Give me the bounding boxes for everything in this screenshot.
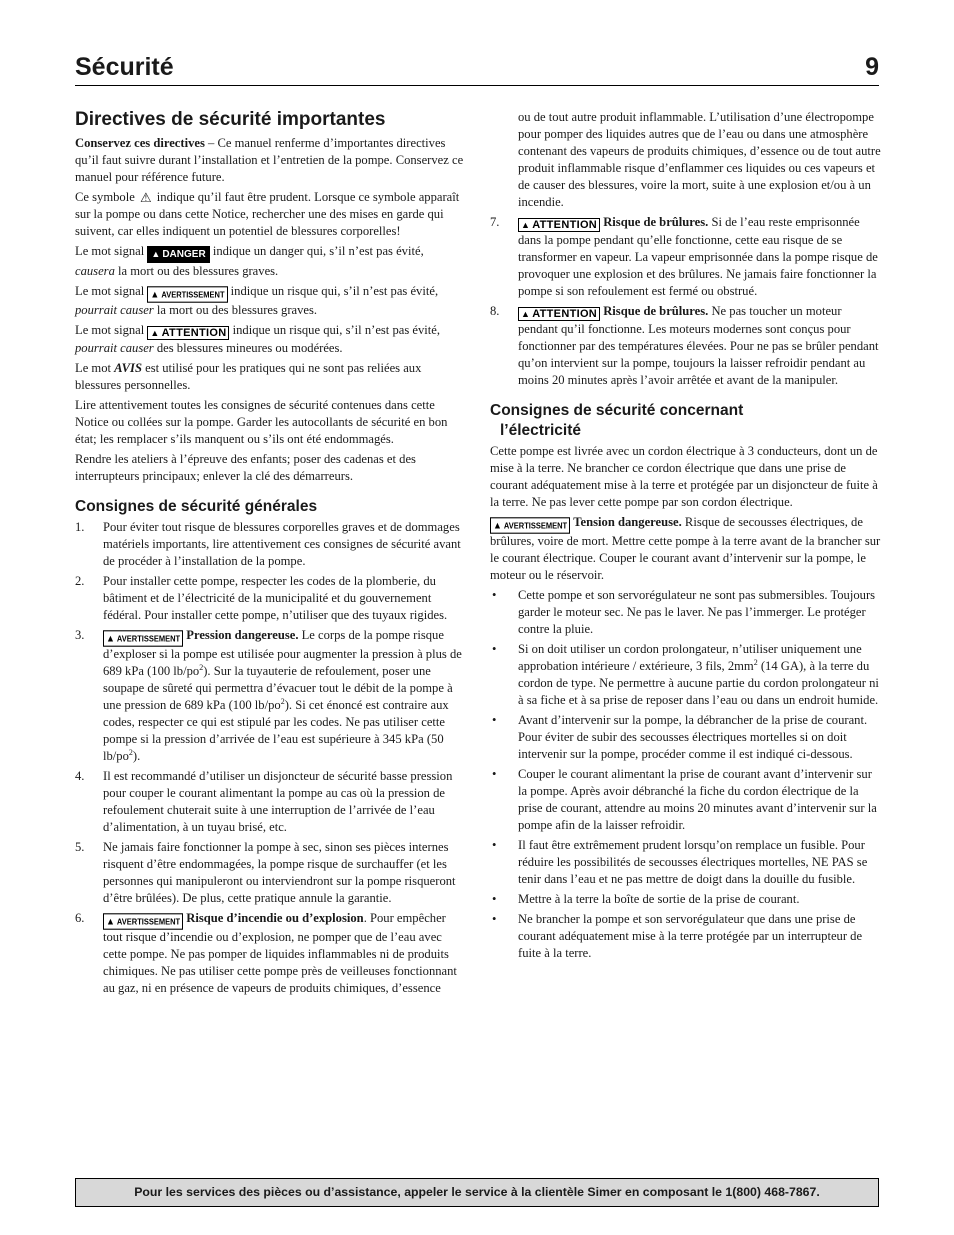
general-safety-list: [75, 519, 465, 997]
list-item-1: 1. Pour éviter tout risque de blessures corporelles graves et de dommages matériels importants, lire attentivement ces consignes de sécurité avant de procéder à l’installation de la pompe.: [75, 520, 461, 568]
bullet-item-3: • Avant d’intervenir sur la pompe, la débrancher de la prise de courant. Pour éviter de subir des secousses électriques mortelles si on doit intervenir sur la pompe, procéder comme il est indiqué ci-dessous.: [492, 713, 868, 761]
customer-service-footer: Pour les services des pièces ou d’assistance, appeler le service à la clientèle Simer en composant le 1(800) 468-7867.: [75, 1178, 879, 1207]
child-proof-paragraph: Rendre les ateliers à l’épreuve des enfants; poser des cadenas et des interrupteurs principaux; enlever la clé des démarreurs.: [75, 452, 416, 483]
section-heading-electrical: Consignes de sécurité concernant l’électricité: [490, 402, 744, 439]
bullet-item-4: • Couper le courant alimentant la prise de courant avant d’intervenir sur la pompe. Après avoir débranché la fiche du cordon électrique de la prise de courant, attendre au moins 20 minutes avant d’intervenir sur la pompe afin de la laisser refroidir.: [492, 767, 877, 832]
avis-paragraph: Le mot AVIS est utilisé pour les pratiques qui ne sont pas reliées aux blessures personnelles.: [75, 361, 422, 392]
attention-paragraph: Le mot signal ▲ ATTENTION indique un risque qui, s’il n’est pas évité, pourrait causer des blessures mineures ou modérées.: [75, 323, 441, 355]
avertissement-badge: ▲ AVERTISSEMENT: [103, 630, 183, 647]
read-paragraph: Lire attentivement toutes les consignes de sécurité contenues dans cette Notice ou collées sur la pompe. Garder les autocollants de sécurité en bon état; les remplacer s’ils manquent ou s’ils ont été endommagés.: [75, 398, 448, 446]
attention-badge: ▲ ATTENTION: [518, 307, 600, 321]
page-title: Sécurité: [75, 53, 174, 81]
general-safety-list-continued: [490, 109, 882, 389]
avertissement-badge: ▲ AVERTISSEMENT: [490, 517, 570, 534]
section-heading-general: Consignes de sécurité générales: [75, 498, 318, 515]
list-item-6: 6. ▲ AVERTISSEMENT Risque d’incendie ou d’explosion. Pour empêcher tout risque d’incendie ou d’explosion, ne pomper que de l’eau avec cette pompe. Ne pas pomper de liquides inflammables ni de produits chimiques. Ne pas utiliser cette pompe près de veilleuses fonctionnant au gaz, ni en présence de vapeurs de produits chimiques, d’essence: [75, 911, 457, 995]
danger-badge: ▲ DANGER: [147, 246, 209, 263]
list-item-3: 3. ▲ AVERTISSEMENT Pression dangereuse. Le corps de la pompe risque d’exploser si la pompe est utilisée pour augmenter la pression à plus de 689 kPa (100 $lb/po^2$). Sur la tuyauterie de refoulement, poser une soupape de sûreté qui permettra d’évacuer tout le débit de la pompe à une pression de 689 kPa (100 $lb/po^2$). Si cet énoncé est contraire aux codes, respecter ce qui est stipulé par les codes. Ne pas utiliser cette pompe si la pression d’arrivée de l’eau est supérieure à 345 kPa (50 $lb/po^2$).: [75, 628, 462, 763]
tension-paragraph: ▲ AVERTISSEMENT Tension dangereuse. Risque de secousses électriques, de brûlures, voire de mort. Mettre cette pompe à la terre avant de la brancher sur le courant électrique. Couper le courant avant d’intervenir sur la pompe, le moteur ou le réservoir.: [490, 515, 881, 582]
warning-triangle-icon: ▲: [106, 632, 115, 644]
electrical-intro-paragraph: Cette pompe est livrée avec un cordon électrique à 3 conducteurs, dont un de mise à la terre. Ne brancher ce cordon électrique que dans une prise de courant adéquatement mise à la terre et protégée par un disjoncteur de fuite à la terre. Ne pas lever cette pompe par son cordon électrique.: [490, 444, 878, 509]
avertissement-badge: ▲ AVERTISSEMENT: [147, 286, 227, 303]
bullet-item-7: • Ne brancher la pompe et son servorégulateur que dans une prise de courant adéquatement mise à la terre protégée par un interrupteur de fuite à la terre.: [492, 912, 863, 960]
list-item-5: 5. Ne jamais faire fonctionner la pompe à sec, sinon ses pièces internes risquent d’être endommagées, la pompe risque de surchauffer (et les personnes qui manipuleront ou interviendront sur la pompe risqueront d’être brûlées). De plus, cette pratique annule la garantie.: [75, 840, 456, 905]
list-item-8: 8. ▲ ATTENTION Risque de brûlures. Ne pas toucher un moteur pendant qu’il fonctionne. Les moteurs modernes sont conçus pour fonctionner par des températures élevées. Pour ne pas se brûler pendant qu’on intervient sur la pompe, toujours la laisser refroidir pendant au moins 20 minutes après l’avoir arrêtée et avant de la manipuler.: [490, 304, 879, 387]
danger-paragraph: Le mot signal ▲ DANGER indique un danger qui, s’il n’est pas évité, causera la mort ou des blessures graves.: [75, 244, 424, 278]
warning-triangle-icon: ⚠: [139, 190, 152, 205]
list-item-6-continued: ou de tout autre produit inflammable. L’utilisation d’une électropompe pour pomper des liquides autres que de l’eau ou dans une atmosphère contenant des vapeurs de produits chimiques, d’essence ou de tout autre produit inflammable risque d’enflammer ces liquides ou ces vapeurs et de causer des blessures, voire la mort, suite à une explosion et/ou à un incendie.: [518, 110, 881, 209]
warning-triangle-icon: ▲: [150, 288, 160, 300]
avertissement-paragraph: Le mot signal ▲ AVERTISSEMENT indique un risque qui, s’il n’est pas évité, pourrait causer la mort ou des blessures graves.: [75, 284, 439, 317]
electrical-bullet-list: [490, 587, 882, 962]
bullet-item-6: • Mettre à la terre la boîte de sortie de la prise de courant.: [492, 892, 800, 906]
page-number: 9: [865, 53, 879, 81]
right-column: [490, 109, 882, 965]
list-item-7: 7. ▲ ATTENTION Risque de brûlures. Si de l’eau reste emprisonnée dans la pompe pendant qu’elle fonctionne, cette eau risque de se transformer en vapeur. La vapeur emprisonnée dans la pompe risque de provoquer une explosion et des brûlures. Ne jamais faire fonctionner la pompe si son refoulement est fermé ou obstrué.: [490, 215, 878, 298]
list-item-4: 4. Il est recommandé d’utiliser un disjoncteur de sécurité basse pression pour couper le courant alimentant la pompe au cas où la pression de refoulement chuterait suite à une interruption de l’arrivée de l’eau d’alimentation, à un tuyau brisé, etc.: [75, 769, 453, 834]
attention-badge: ▲ ATTENTION: [147, 326, 229, 340]
bullet-item-1: • Cette pompe et son servorégulateur ne sont pas submersibles. Toujours garder le moteur sec. Ne pas le laver. Ne pas l’immerger. Le protéger contre la pluie.: [492, 588, 876, 636]
bullet-item-2: • Si on doit utiliser un cordon prolongateur, n’utiliser uniquement une approbation intérieure / extérieure, 3 fils, $2mm^2$ (14 GA), à la terre du cordon de type. Ne permettre à aucune partie du cordon prolongateur ni à sa fiche et à sa prise de reposer dans l’eau ou dans un endroit humide.: [492, 642, 879, 707]
warning-triangle-icon: ▲: [521, 309, 531, 319]
intro-paragraph: Conservez ces directives – Ce manuel renferme d’importantes directives qu’il faut suivre durant l’installation et l’entretien de la pompe. Conservez ce manuel pour référence future.: [75, 136, 464, 184]
avertissement-badge: ▲ AVERTISSEMENT: [103, 913, 183, 930]
warning-triangle-icon: ▲: [151, 249, 161, 259]
attention-badge: ▲ ATTENTION: [518, 218, 600, 232]
list-item-2: 2. Pour installer cette pompe, respecter les codes de la plomberie, du bâtiment et de l’électricité de la municipalité et du gouvernement fédéral. Pour installer cette pompe, n’utiliser que des tuyaux rigides.: [75, 574, 448, 622]
warning-triangle-icon: ▲: [150, 328, 160, 338]
warning-triangle-icon: ▲: [106, 915, 115, 927]
section-heading-important: Directives de sécurité importantes: [75, 109, 386, 130]
bullet-item-5: • Il faut être extrêmement prudent lorsqu’on remplace un fusible. Pour réduire les possibilités de secousses électriques mortelles, NE PAS se tenir dans l’eau et ne pas mettre de doigt dans la douille du fusible.: [492, 838, 868, 886]
page-header: [75, 52, 879, 86]
symbol-paragraph: Ce symbole ⚠ indique qu’il faut être prudent. Lorsque ce symbole apparaît sur la pompe ou dans cette Notice, rechercher une des mises en garde qui suivent, car elles indiquent un potentiel de blessures corporelles!: [75, 190, 460, 238]
left-column: [75, 108, 465, 1000]
warning-triangle-icon: ▲: [493, 519, 502, 531]
warning-triangle-icon: ▲: [521, 220, 531, 230]
